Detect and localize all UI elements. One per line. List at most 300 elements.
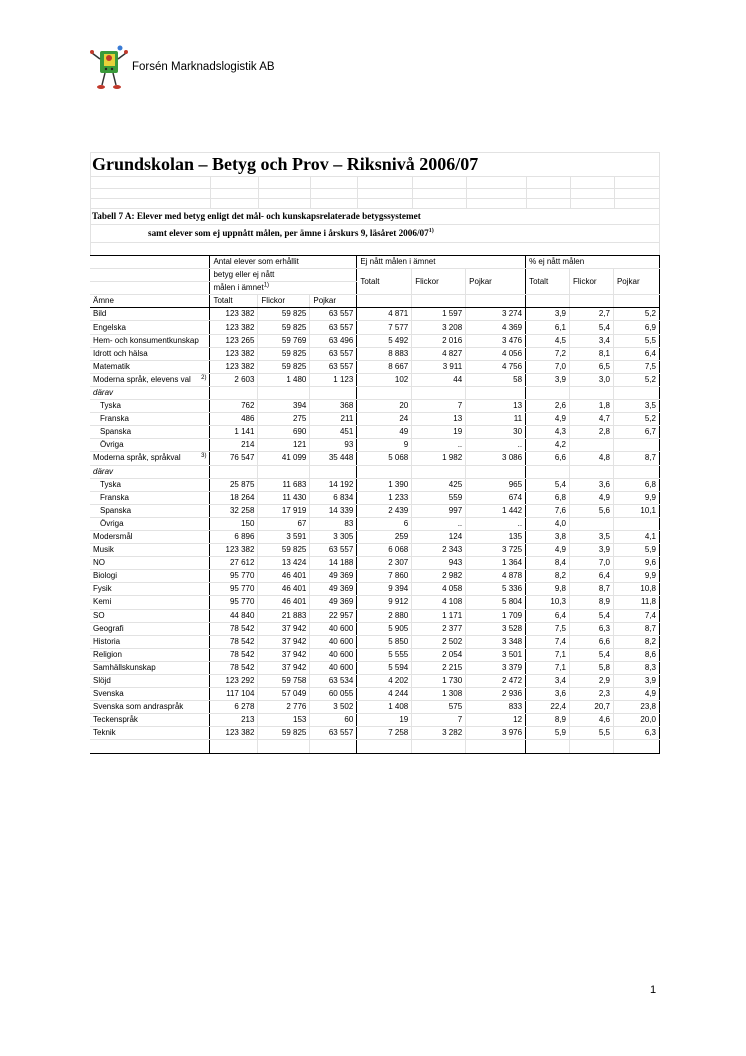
col-header-boys-3: Pojkar (613, 269, 659, 295)
row-label-text: Musik (93, 545, 114, 555)
row-label-text: Samhällskunskap (93, 662, 156, 672)
table-cell (570, 517, 614, 530)
table-cell: 3 274 (466, 308, 526, 321)
table-cell: 7,5 (526, 622, 570, 635)
table-cell: 17 919 (258, 504, 310, 517)
row-label-text: Tyska (100, 479, 121, 489)
table-cell: 8,7 (613, 452, 659, 465)
row-label-text: Teckenspråk (93, 715, 138, 725)
table-cell: 2 215 (412, 661, 466, 674)
table-cell: 95 770 (210, 596, 258, 609)
table-row (90, 308, 660, 321)
row-label (90, 321, 210, 334)
header-cell-blank (90, 269, 210, 282)
table-cell: 3,6 (570, 478, 614, 491)
table-caption-line2 (148, 228, 434, 238)
row-label (90, 596, 210, 609)
table-cell: 3 476 (466, 334, 526, 347)
table-cell: 2 307 (357, 557, 412, 570)
table-cell: 8,7 (613, 622, 659, 635)
table-cell: 2 472 (466, 675, 526, 688)
table-cell: 2 936 (466, 688, 526, 701)
table-cell: 6,6 (570, 635, 614, 648)
table-cell: 5,4 (526, 478, 570, 491)
table-cell: 4 756 (466, 360, 526, 373)
table-row (90, 727, 660, 740)
row-label (90, 373, 210, 386)
table-cell: 3,8 (526, 530, 570, 543)
table-cell: 7 860 (357, 570, 412, 583)
table-cell: 7,5 (613, 360, 659, 373)
table-cell: 1 390 (357, 478, 412, 491)
row-label-text: därav (93, 387, 114, 397)
table-cell: 59 825 (258, 544, 310, 557)
row-label (90, 439, 210, 452)
table-cell (613, 517, 659, 530)
table-cell: 150 (210, 517, 258, 530)
column-header-row (90, 295, 660, 308)
table-cell: 965 (466, 478, 526, 491)
table-cell: 123 292 (210, 675, 258, 688)
header-cell-blank (90, 282, 210, 295)
table-cell-empty (258, 740, 310, 753)
row-label-text: Idrott och hälsa (93, 348, 148, 358)
table-cell: 5 850 (357, 635, 412, 648)
row-label (90, 360, 210, 373)
received-line3-text: målen i ämnet (213, 283, 264, 293)
table-cell: 6 278 (210, 701, 258, 714)
row-label-text: Modersmål (93, 532, 133, 542)
table-row (90, 544, 660, 557)
table-row (90, 400, 660, 413)
table-cell: 5,9 (526, 727, 570, 740)
table-row (90, 504, 660, 517)
table-cell: 49 (357, 426, 412, 439)
table-cell: 3 591 (258, 530, 310, 543)
table-cell: 6 (357, 517, 412, 530)
table-cell: 1 308 (412, 688, 466, 701)
table-cell: 3 501 (466, 648, 526, 661)
table-cell: 7,6 (526, 504, 570, 517)
table-cell: 63 534 (310, 675, 357, 688)
row-label (90, 465, 210, 478)
table-cell: 35 448 (310, 452, 357, 465)
table-cell: 5,2 (613, 308, 659, 321)
table-cell: 5,2 (613, 373, 659, 386)
table-cell-empty (412, 740, 466, 753)
row-label (90, 675, 210, 688)
table-cell-empty (310, 740, 357, 753)
table-cell: 7,0 (526, 360, 570, 373)
group-header-not-reached: Ej nått målen i ämnet (357, 256, 526, 269)
table-cell: 4,6 (570, 714, 614, 727)
table-cell: 5,4 (570, 609, 614, 622)
table-cell: .. (466, 517, 526, 530)
table-cell: 7,1 (526, 661, 570, 674)
table-cell: 3 725 (466, 544, 526, 557)
table-row (90, 360, 660, 373)
table-cell: 4,1 (613, 530, 659, 543)
table-cell: 833 (466, 701, 526, 714)
group-header-row-2 (90, 269, 660, 282)
table-cell: 123 382 (210, 308, 258, 321)
table-cell: 21 883 (258, 609, 310, 622)
table-cell (466, 386, 526, 399)
header-cell-blank (412, 295, 466, 308)
table-cell: 40 600 (310, 648, 357, 661)
table-cell-empty (570, 740, 614, 753)
table-cell: 5 555 (357, 648, 412, 661)
table-cell (210, 465, 258, 478)
company-name: Forsén Marknadslogistik AB (132, 61, 275, 73)
page-header (90, 44, 275, 92)
table-cell: 13 424 (258, 557, 310, 570)
table-row (90, 413, 660, 426)
row-label-text: Spanska (100, 427, 132, 437)
table-cell (412, 465, 466, 478)
table-cell: 4,9 (570, 491, 614, 504)
table-cell: 19 (357, 714, 412, 727)
table-cell: 63 557 (310, 727, 357, 740)
table-cell: 2 502 (412, 635, 466, 648)
table-cell: 9,6 (613, 557, 659, 570)
table-cell: 575 (412, 701, 466, 714)
table-cell: 3,9 (526, 373, 570, 386)
table-cell: 12 (466, 714, 526, 727)
table-caption-line1: Tabell 7 A: Elever med betyg enligt det mål- och kunskapsrelaterade betygssystemet (92, 211, 421, 221)
table-cell: 123 382 (210, 727, 258, 740)
table-cell: 4,5 (526, 334, 570, 347)
table-cell: 9,9 (613, 570, 659, 583)
table-cell: 95 770 (210, 570, 258, 583)
table-cell: 1 597 (412, 308, 466, 321)
row-label (90, 478, 210, 491)
table-cell: 559 (412, 491, 466, 504)
header-cell-blank (90, 256, 210, 269)
table-cell: 37 942 (258, 635, 310, 648)
table-cell: 121 (258, 439, 310, 452)
row-label-text: Religion (93, 649, 122, 659)
table-cell: 8,9 (570, 596, 614, 609)
row-label (90, 661, 210, 674)
table-cell: 27 612 (210, 557, 258, 570)
table-cell: 259 (357, 530, 412, 543)
table-row-empty (90, 740, 660, 753)
table-cell: 213 (210, 714, 258, 727)
table-cell: 8,3 (613, 661, 659, 674)
table-cell: 6,4 (526, 609, 570, 622)
table-cell: 6,7 (613, 426, 659, 439)
row-label-text: Franska (100, 414, 129, 424)
table-cell: 5,2 (613, 413, 659, 426)
table-cell: 3 282 (412, 727, 466, 740)
row-label (90, 714, 210, 727)
table-cell: 76 547 (210, 452, 258, 465)
table-cell: 23,8 (613, 701, 659, 714)
table-cell: 6,3 (613, 727, 659, 740)
row-label (90, 386, 210, 399)
table-cell: 3 502 (310, 701, 357, 714)
table-cell: 3 086 (466, 452, 526, 465)
table-cell: 63 557 (310, 360, 357, 373)
company-logo (90, 45, 130, 91)
data-table (90, 256, 660, 754)
table-cell: 11 (466, 413, 526, 426)
table-cell: 83 (310, 517, 357, 530)
table-cell: 37 942 (258, 622, 310, 635)
table-cell: 30 (466, 426, 526, 439)
table-cell: 7,2 (526, 347, 570, 360)
table-cell: 1 123 (310, 373, 357, 386)
table-cell: 8,1 (570, 347, 614, 360)
row-label-text: Engelska (93, 322, 126, 332)
table-cell (357, 465, 412, 478)
table-cell: 20 (357, 400, 412, 413)
table-cell: 6,9 (613, 321, 659, 334)
table-cell: 59 758 (258, 675, 310, 688)
row-label-text: Spanska (100, 505, 132, 515)
table-cell: 14 339 (310, 504, 357, 517)
table-cell: 6,4 (570, 570, 614, 583)
row-label-text: Övriga (100, 518, 124, 528)
table-cell: 5 336 (466, 583, 526, 596)
table-cell: 674 (466, 491, 526, 504)
table-cell: 6 896 (210, 530, 258, 543)
row-label (90, 308, 210, 321)
row-label-text: Tyska (100, 401, 121, 411)
table-cell: 394 (258, 400, 310, 413)
table-cell: 2 377 (412, 622, 466, 635)
table-cell: 1 171 (412, 609, 466, 622)
table-cell: 3,5 (613, 400, 659, 413)
table-cell: .. (466, 439, 526, 452)
table-cell: 63 557 (310, 321, 357, 334)
table-cell: 2 343 (412, 544, 466, 557)
table-cell-empty (357, 740, 412, 753)
table-cell: 5 594 (357, 661, 412, 674)
table-row (90, 439, 660, 452)
table-cell: 8,9 (526, 714, 570, 727)
table-cell: 4 202 (357, 675, 412, 688)
table-cell: 8,2 (613, 635, 659, 648)
table-cell: 9 912 (357, 596, 412, 609)
table-cell: 4 058 (412, 583, 466, 596)
row-label (90, 622, 210, 635)
table-cell: 7 258 (357, 727, 412, 740)
table-cell: 78 542 (210, 661, 258, 674)
table-cell: 3,9 (570, 544, 614, 557)
table-cell: 4 871 (357, 308, 412, 321)
table-cell: 78 542 (210, 622, 258, 635)
table-cell (258, 386, 310, 399)
table-cell: 4 056 (466, 347, 526, 360)
row-label-text: Bild (93, 309, 107, 319)
table-cell-empty (526, 740, 570, 753)
table-cell: 5,9 (613, 544, 659, 557)
row-label-text: Teknik (93, 728, 116, 738)
table-cell-empty (613, 740, 659, 753)
col-header-total-2: Totalt (357, 269, 412, 295)
table-cell (613, 386, 659, 399)
table-cell: 1 141 (210, 426, 258, 439)
table-row (90, 701, 660, 714)
table-cell: 7 (412, 714, 466, 727)
table-cell: 11 430 (258, 491, 310, 504)
table-cell: 6 068 (357, 544, 412, 557)
table-cell-empty (466, 740, 526, 753)
table-cell: 2 054 (412, 648, 466, 661)
table-cell: 5,4 (570, 321, 614, 334)
table-cell (613, 465, 659, 478)
table-cell (613, 439, 659, 452)
table-cell: 40 600 (310, 622, 357, 635)
table-cell: 2,7 (570, 308, 614, 321)
table-cell: 20,0 (613, 714, 659, 727)
table-cell (526, 465, 570, 478)
table-cell: 368 (310, 400, 357, 413)
table-cell: 5,5 (613, 334, 659, 347)
table-cell: 3 305 (310, 530, 357, 543)
table-cell: 59 825 (258, 321, 310, 334)
table-cell: 22 957 (310, 609, 357, 622)
table-cell: 3 208 (412, 321, 466, 334)
table-cell: 3,6 (526, 688, 570, 701)
table-cell: 2 982 (412, 570, 466, 583)
row-label (90, 530, 210, 543)
row-label-text: Fysik (93, 584, 112, 594)
table-cell (570, 386, 614, 399)
table-cell: 451 (310, 426, 357, 439)
table-cell: 8,6 (613, 648, 659, 661)
table-cell: 11 683 (258, 478, 310, 491)
table-row (90, 557, 660, 570)
table-cell: 59 825 (258, 727, 310, 740)
table-row (90, 714, 660, 727)
table-cell: 59 825 (258, 308, 310, 321)
row-label (90, 347, 210, 360)
table-cell: 2 776 (258, 701, 310, 714)
table-cell: 3,4 (570, 334, 614, 347)
table-row (90, 386, 660, 399)
group-header-received-line3 (210, 282, 357, 295)
table-row (90, 491, 660, 504)
table-cell: 8,2 (526, 570, 570, 583)
table-cell: 78 542 (210, 648, 258, 661)
table-cell: 4 827 (412, 347, 466, 360)
row-label-text: Övriga (100, 440, 124, 450)
table-cell: 5,6 (570, 504, 614, 517)
page-title: Grundskolan – Betyg och Prov – Riksnivå 2006/07 (92, 154, 479, 174)
row-label (90, 504, 210, 517)
row-label (90, 648, 210, 661)
table-cell: 1 408 (357, 701, 412, 714)
received-footnote-marker: 1) (263, 282, 270, 289)
table-cell: 7 (412, 400, 466, 413)
header-cell-blank (570, 295, 614, 308)
table-cell: 10,8 (613, 583, 659, 596)
table-cell: 22,4 (526, 701, 570, 714)
table-row (90, 452, 660, 465)
row-label (90, 701, 210, 714)
table-cell: 123 382 (210, 347, 258, 360)
table-cell (526, 386, 570, 399)
table-cell: 44 (412, 373, 466, 386)
header-cell-blank (357, 295, 412, 308)
table-cell: 2,9 (570, 675, 614, 688)
row-footnote-marker: 3) (201, 453, 207, 460)
table-cell: 32 258 (210, 504, 258, 517)
table-cell: 4 369 (466, 321, 526, 334)
table-cell: 10,3 (526, 596, 570, 609)
col-header-subject: Ämne (90, 295, 210, 308)
group-header-received: Antal elever som erhållit (210, 256, 357, 269)
table-cell: 6,4 (613, 347, 659, 360)
col-header-girls-2: Flickor (412, 269, 466, 295)
table-cell: 3,0 (570, 373, 614, 386)
row-label-text: Franska (100, 492, 129, 502)
row-label-text: Historia (93, 636, 121, 646)
row-label (90, 452, 210, 465)
table-cell: 60 055 (310, 688, 357, 701)
table-cell: 6,1 (526, 321, 570, 334)
table-cell: 7,1 (526, 648, 570, 661)
table-row (90, 675, 660, 688)
table-row (90, 334, 660, 347)
header-cell-blank (526, 295, 570, 308)
table-cell: 9,8 (526, 583, 570, 596)
table-row (90, 622, 660, 635)
table-cell: 37 942 (258, 648, 310, 661)
spreadsheet-sheet (90, 152, 660, 770)
table-cell (570, 465, 614, 478)
table-cell: 3 911 (412, 360, 466, 373)
table-cell: 7,0 (570, 557, 614, 570)
table-cell: 3 348 (466, 635, 526, 648)
table-cell: 37 942 (258, 661, 310, 674)
col-header-total-1: Totalt (210, 295, 258, 308)
row-label (90, 583, 210, 596)
table-cell-empty (210, 740, 258, 753)
row-label-text: Kemi (93, 597, 112, 607)
row-label (90, 517, 210, 530)
col-header-girls-3: Flickor (570, 269, 614, 295)
table-cell: 8,7 (570, 583, 614, 596)
col-header-total-3: Totalt (526, 269, 570, 295)
table-cell: 4,3 (526, 426, 570, 439)
table-cell: 5,4 (570, 648, 614, 661)
row-label (90, 688, 210, 701)
row-label (90, 544, 210, 557)
table-cell: 943 (412, 557, 466, 570)
col-header-boys-1: Pojkar (310, 295, 357, 308)
group-header-percent: % ej nått målen (526, 256, 660, 269)
table-cell: 214 (210, 439, 258, 452)
table-cell: 46 401 (258, 570, 310, 583)
table-cell: 1 442 (466, 504, 526, 517)
table-cell: 7,4 (613, 609, 659, 622)
table-cell: 5,5 (570, 727, 614, 740)
table-cell: 2,3 (570, 688, 614, 701)
table-cell: 14 192 (310, 478, 357, 491)
table-cell: .. (412, 517, 466, 530)
table-cell: 2 603 (210, 373, 258, 386)
table-cell: 7 577 (357, 321, 412, 334)
table-cell: 6,5 (570, 360, 614, 373)
table-cell-empty (90, 740, 210, 753)
table-row (90, 321, 660, 334)
table-cell: 2,8 (570, 426, 614, 439)
table-row (90, 347, 660, 360)
